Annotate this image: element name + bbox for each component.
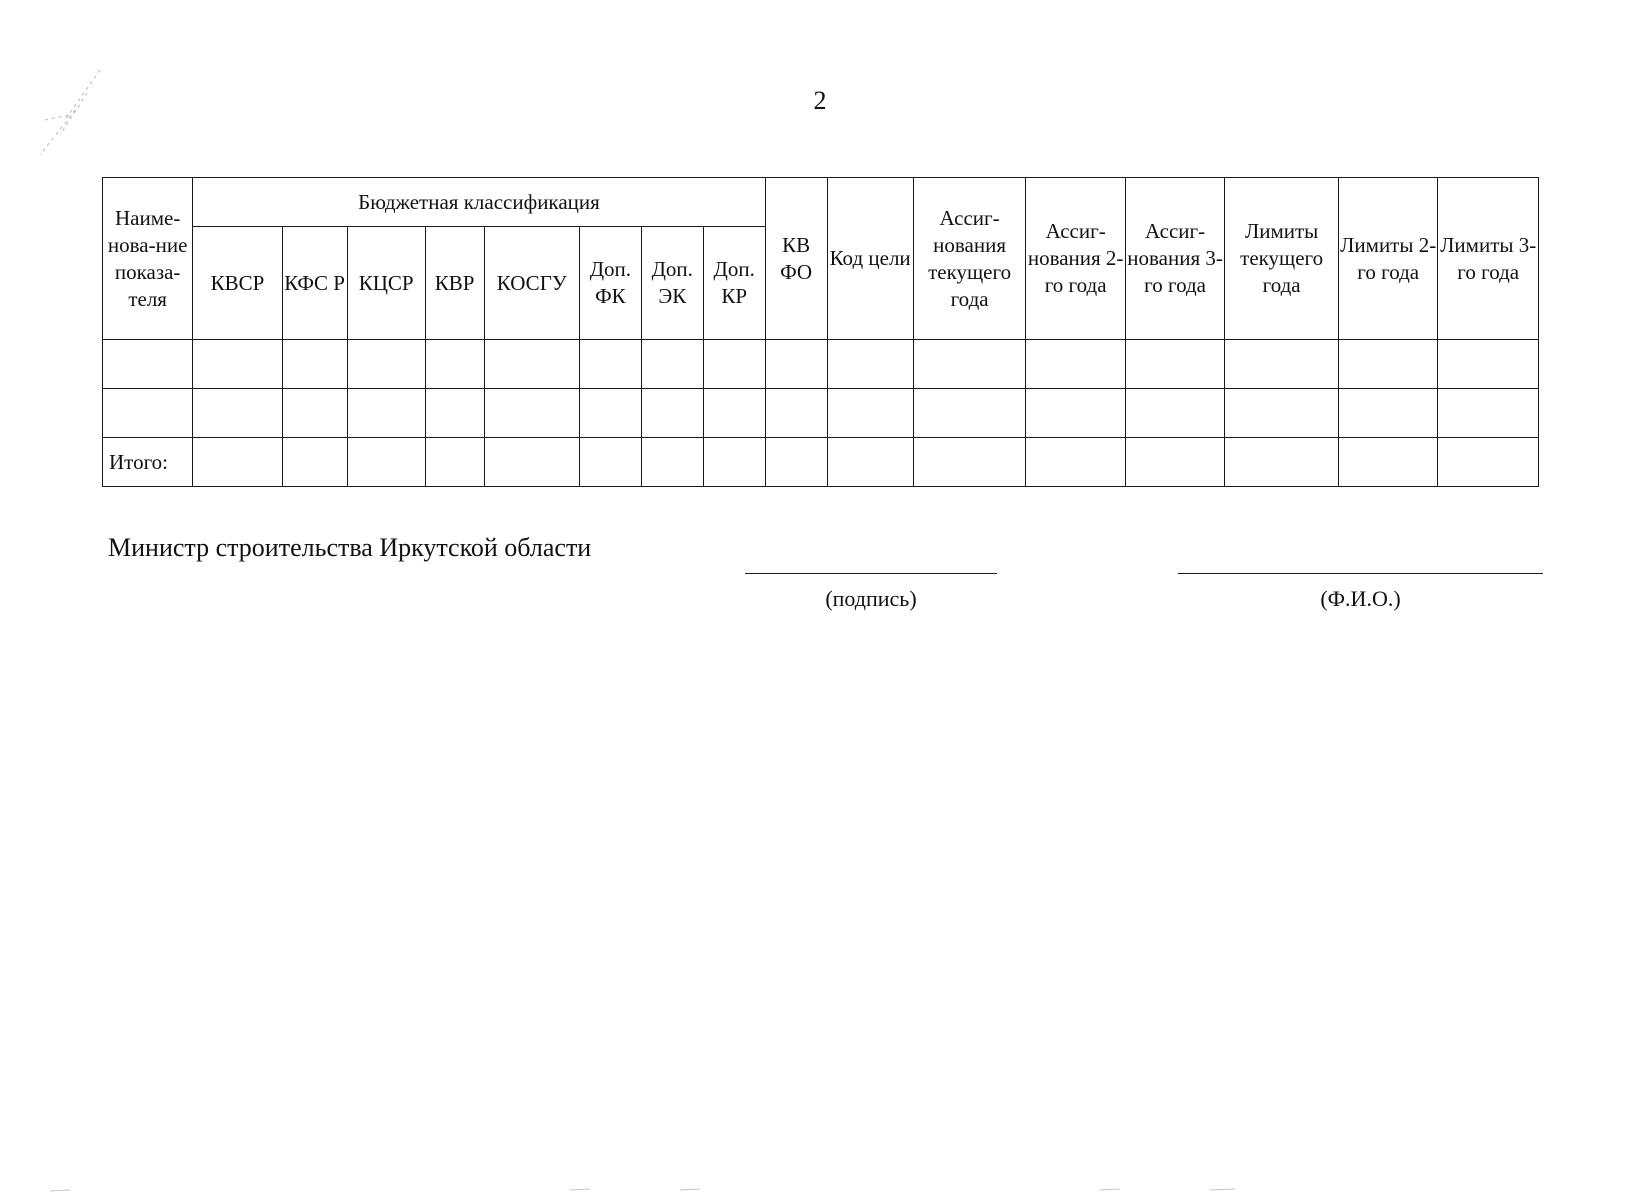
- table-cell: [703, 438, 765, 487]
- table-cell: [827, 340, 913, 389]
- table-cell: [1225, 389, 1339, 438]
- signatory-title: Министр строительства Иркутской области: [108, 533, 592, 562]
- row-label-total: Итого:: [103, 438, 193, 487]
- table-cell: [913, 438, 1026, 487]
- name-caption: (Ф.И.О.): [1320, 586, 1401, 611]
- header-kvsr: КВСР: [193, 227, 282, 340]
- table-cell: [765, 340, 827, 389]
- header-dop-fk: Доп. ФК: [579, 227, 641, 340]
- table-cell: [579, 389, 641, 438]
- header-dop-kr: Доп. КР: [703, 227, 765, 340]
- table-cell: [765, 438, 827, 487]
- table-cell: [484, 340, 579, 389]
- table-row: [103, 340, 1539, 389]
- table-cell: [1026, 340, 1125, 389]
- table-row-total: [103, 438, 1539, 487]
- table-cell: [347, 389, 425, 438]
- table-cell: [1125, 340, 1224, 389]
- table-cell: [425, 389, 484, 438]
- table-cell: [641, 340, 703, 389]
- table-cell: [827, 389, 913, 438]
- table-cell: [282, 438, 347, 487]
- table-cell: [347, 340, 425, 389]
- header-kod-tseli: Код цели: [827, 178, 913, 340]
- table-cell: [827, 438, 913, 487]
- table-cell: [1125, 438, 1224, 487]
- table-cell: [193, 389, 282, 438]
- page-number: 2: [813, 86, 827, 115]
- header-kvr: КВР: [425, 227, 484, 340]
- table-cell: [1225, 438, 1339, 487]
- table-cell: [1338, 438, 1437, 487]
- table-cell: [1338, 340, 1437, 389]
- table-cell: [1225, 340, 1339, 389]
- row-label: [103, 340, 193, 389]
- name-line: [1178, 573, 1543, 574]
- budget-form-table: [102, 177, 1539, 487]
- table-cell: [1438, 438, 1539, 487]
- table-cell: [765, 389, 827, 438]
- table-cell: [425, 438, 484, 487]
- header-limits-3: Лимиты 3-го года: [1438, 178, 1539, 340]
- header-budget-classification: Бюджетная классификация: [193, 178, 765, 227]
- table-row: [103, 389, 1539, 438]
- header-kosgu: КОСГУ: [484, 227, 579, 340]
- table-cell: [484, 438, 579, 487]
- table-cell: [282, 389, 347, 438]
- header-kvfo: КВ ФО: [765, 178, 827, 340]
- signature-line: [745, 573, 997, 574]
- header-indicator-name: Наиме-нова-ние показа-теля: [103, 178, 193, 340]
- table-cell: [1026, 389, 1125, 438]
- table-cell: [1125, 389, 1224, 438]
- table-cell: [1026, 438, 1125, 487]
- header-kfsr: КФС Р: [282, 227, 347, 340]
- header-assign-2: Ассиг-нования 2-го года: [1026, 178, 1125, 340]
- table-cell: [913, 340, 1026, 389]
- scan-artifact-bottom: [40, 1185, 1280, 1195]
- table-cell: [703, 389, 765, 438]
- table-cell: [913, 389, 1026, 438]
- table-cell: [641, 389, 703, 438]
- table-cell: [347, 438, 425, 487]
- table-cell: [641, 438, 703, 487]
- table-cell: [193, 438, 282, 487]
- row-label: [103, 389, 193, 438]
- header-limits-current: Лимиты текущего года: [1225, 178, 1339, 340]
- signature-caption: (подпись): [825, 586, 917, 611]
- header-dop-ek: Доп. ЭК: [641, 227, 703, 340]
- table-cell: [703, 340, 765, 389]
- header-kcsr: КЦСР: [347, 227, 425, 340]
- header-limits-2: Лимиты 2-го года: [1338, 178, 1437, 340]
- table-cell: [425, 340, 484, 389]
- table-cell: [282, 340, 347, 389]
- header-assign-current: Ассиг-нования текущего года: [913, 178, 1026, 340]
- table-cell: [1438, 340, 1539, 389]
- header-assign-3: Ассиг-нования 3-го года: [1125, 178, 1224, 340]
- table-cell: [1338, 389, 1437, 438]
- table-cell: [579, 340, 641, 389]
- table-cell: [579, 438, 641, 487]
- table-cell: [484, 389, 579, 438]
- table-cell: [1438, 389, 1539, 438]
- table-cell: [193, 340, 282, 389]
